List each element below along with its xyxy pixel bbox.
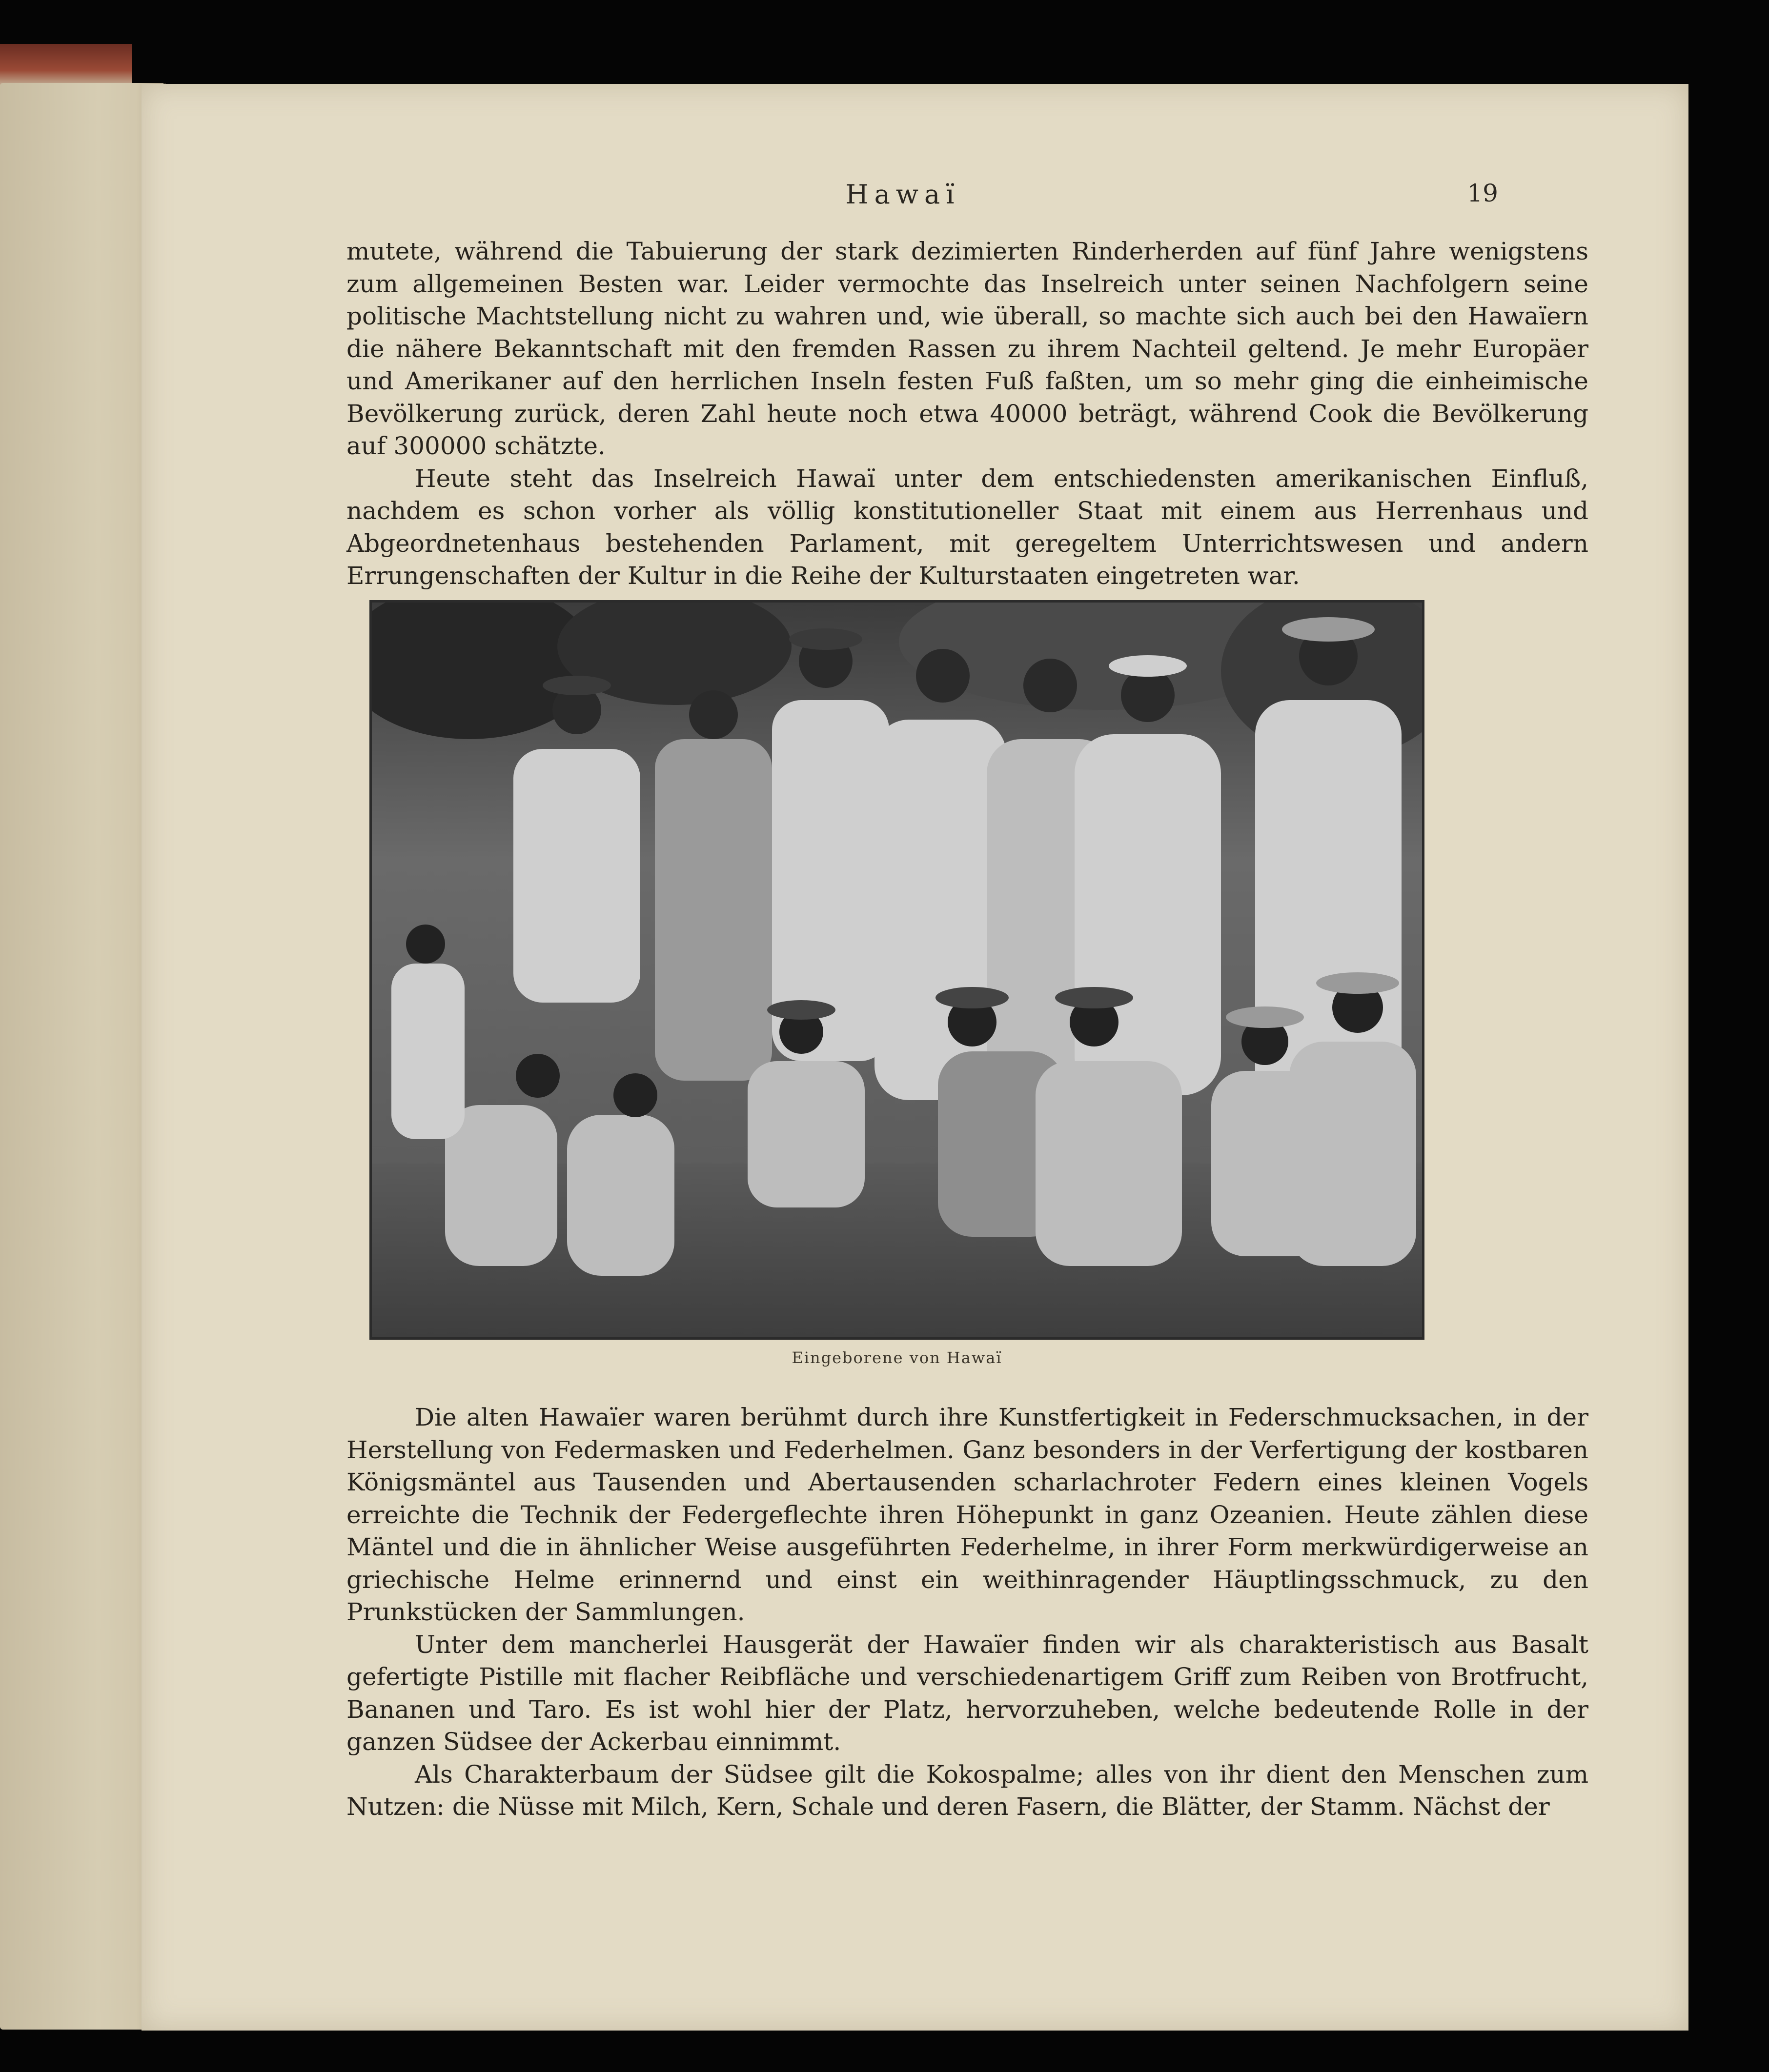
body-text-bottom [346,1401,1588,1823]
paragraph: Als Charakterbaum der Südsee gilt die Kokospalme; alles von ihr dient den Menschen zum Nutzen: die Nüsse mit Milch, Kern, Schale und deren Fasern, die Blätter, der Stamm. Nächst der [346,1760,1588,1821]
photograph [369,600,1424,1340]
paragraph: Die alten Hawaïer waren berühmt durch ihre Kunstfertigkeit in Federschmucksachen, in der Herstellung von Federmasken und Federhelmen. Ganz besonders in der Verfertigung der kostbaren Königsmäntel aus Tausenden und Abertausenden scharlachroter Federn eines kleinen Vogels erreichte die Technik der Federgeflechte ihren Höhepunkt in ganz Ozeanien. Heute zählen diese Mäntel und die in ähnlicher Weise ausgeführten Federhelme, in ihrer Form merkwürdigerweise an griechische Helme erinnernd und einst ein weithinragender Häuptlingsschmuck, zu den Prunkstücken der Sammlungen. [346,1403,1588,1626]
book-page [142,84,1688,2031]
running-head [142,179,1688,213]
paragraph: mutete, während die Tabuierung der stark dezimierten Rinderherden auf fünf Jahre wenigstens zum allgemeinen Besten war. Leider vermochte das Inselreich unter seinen Nachfolgern seine politische Machtstellung nicht zu wahren und, wie überall, so machte sich auch bei den Hawaïern die nähere Bekanntschaft mit den fremden Rassen zu ihrem Nachteil geltend. Je mehr Europäer und Amerikaner auf den herrlichen Inseln festen Fuß faßten, um so mehr ging die einheimische Bevölkerung zurück, deren Zahl heute noch etwa 40000 beträgt, während Cook die Bevölkerung auf 300000 schätzte. [346,237,1588,460]
paragraph: Heute steht das Inselreich Hawaï unter dem entschiedensten amerikanischen Einfluß, nachdem es schon vorher als völlig konstitutioneller Staat mit einem aus Herrenhaus und Abgeordnetenhaus bestehenden Parlament, mit geregeltem Unterrichtswesen und andern Errungenschaften der Kultur in die Reihe der Kulturstaaten eingetreten war. [346,464,1588,590]
book-cover-edge [0,44,132,88]
page-title: Hawaï [845,179,960,210]
body-text-top [346,235,1588,592]
page-number: 19 [1467,179,1498,207]
paragraph: Unter dem mancherlei Hausgerät der Hawaïer finden wir als charakteristisch aus Basalt gefertigte Pistille mit flacher Reibfläche und verschiedenartigem Griff zum Reiben von Brotfrucht, Bananen und Taro. Es ist wohl hier der Platz, hervorzuheben, welche bedeutende Rolle in der ganzen Südsee der Ackerbau einnimmt. [346,1630,1588,1756]
group-photo-image [372,603,1422,1337]
figure-caption: Eingeborene von Hawaï [792,1348,1002,1367]
